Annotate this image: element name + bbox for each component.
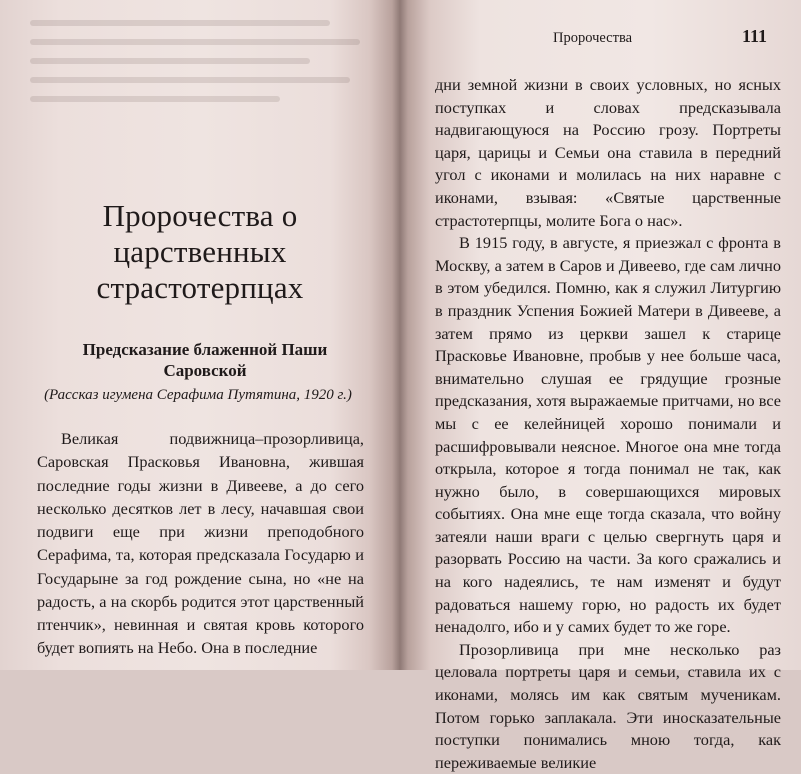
paragraph: Великая подвижница–прозорливица, Саровская Прасковья Ивановна, жившая последние годы жизни в Дивееве, а до сего несколько десятков лет в лесу, начавшая свои подвиги еще при жизни преподобного Серафима, та, которая предсказала Государю и Государыне за год рождение сына, но «не на радость, а на скорбь родится этот царственный птенчик», невинная и святая кровь которого будет вопиять на Небо. Она в последние (37, 429, 364, 658)
paragraph: Прозорливица при мне несколько раз целовала портреты царя и семьи, ставила их с иконами, молясь им как святым мученикам. Потом горько заплакала. Эти иносказательные поступки понимались мною тогда, как переживаемые великие (435, 639, 781, 772)
paragraph: дни земной жизни в своих условных, но ясных поступках и словах предсказывала надвигающуюся на Россию грозу. Портреты царя, царицы и Семьи она ставила в передний угол с иконами и молилась на них наравне с иконами, взывая: «Святые царственные страстотерпцы, молите Бога о нас». (435, 75, 781, 230)
left-body-text (37, 427, 364, 660)
page-number: 111 (742, 26, 768, 46)
attribution: (Рассказ игумена Серафима Путятина, 1920 г.) (44, 387, 352, 403)
right-body-text (435, 74, 781, 774)
paragraph: В 1915 году, в августе, я приезжал с фронта в Москву, а затем в Саров и Дивеево, где сам лично в этом убедился. Помню, как я служил Литургию в праздник Успения Божией Матери в Дивееве, а затем прямо из церкви зашел к старице Прасковье Ивановне, пробыв у нее больше часа, внимательно слушая ее грядущие грозные предсказания, хотя выражаемые притчами, но все мы с ее келейницей хорошо понимали и расшифровывали неясное. Многое она мне тогда открыла, которое я тогда понимал не так, как нужно было, в совершающихся мировых событиях. Она мне еще тогда сказала, что войну затеяли наши враги с целью свергнуть царя и разорвать Россию на части. За кого сражались и на кого надеялись, те нам изменят и будут радоваться нашему горю, но радость их будет ненадолго, ибо и у самих будет то же горе. (435, 233, 781, 637)
left-page (0, 0, 390, 670)
running-header: Пророчества (553, 30, 633, 46)
chapter-title: Пророчества о царственных страстотерпцах (96, 198, 304, 305)
section-title: Предсказание блаженной Паши Саровской (82, 340, 328, 380)
right-page (410, 0, 801, 772)
bleed-through-text (30, 20, 360, 110)
